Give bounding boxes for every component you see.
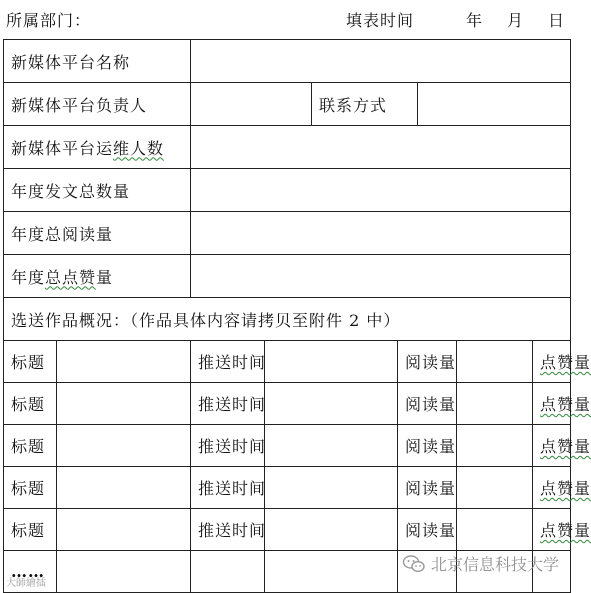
work-push-time-label: 推送时间 <box>191 509 265 551</box>
work-reads-field[interactable] <box>457 383 533 425</box>
year-label: 年 <box>466 11 484 30</box>
platform-name-label: 新媒体平台名称 <box>4 40 191 83</box>
department-label: 所属部门： <box>6 11 92 30</box>
work-row <box>4 383 571 425</box>
works-overview-label: 选送作品概况：（作品具体内容请拷贝至附件 2 中） <box>4 298 571 341</box>
work-push-time-field[interactable] <box>265 509 398 551</box>
work-title-label: 标题 <box>4 509 57 551</box>
work-title-field[interactable] <box>57 467 191 509</box>
work-title-label: 标题 <box>4 341 57 383</box>
platform-name-field[interactable] <box>191 40 571 83</box>
work-title-field[interactable] <box>57 509 191 551</box>
work-push-time-label: 推送时间 <box>191 341 265 383</box>
annual-likes-label-marked: 总点赞 <box>45 267 97 287</box>
ellipsis-empty-cell[interactable] <box>265 551 398 593</box>
work-likes-label <box>533 509 591 551</box>
ops-staff-field[interactable] <box>191 126 571 169</box>
contact-field[interactable] <box>418 83 571 126</box>
annual-reads-field[interactable] <box>191 212 571 255</box>
ops-staff-label <box>4 126 191 169</box>
contact-label: 联系方式 <box>312 83 418 126</box>
work-row <box>4 341 571 383</box>
work-reads-field[interactable] <box>457 341 533 383</box>
work-reads-field[interactable] <box>457 425 533 467</box>
work-reads-field[interactable] <box>457 467 533 509</box>
work-reads-label: 阅读量 <box>398 383 457 425</box>
platform-owner-field[interactable] <box>191 83 312 126</box>
work-reads-label: 阅读量 <box>398 509 457 551</box>
ellipsis-empty-cell[interactable] <box>57 551 191 593</box>
work-push-time-label: 推送时间 <box>191 467 265 509</box>
work-push-time-field[interactable] <box>265 341 398 383</box>
work-row <box>4 509 571 551</box>
work-likes-label <box>533 383 591 425</box>
annual-reads-row <box>4 212 571 255</box>
work-likes-label-text: 点赞量 <box>540 353 591 372</box>
annual-likes-field[interactable] <box>191 255 571 298</box>
work-push-time-field[interactable] <box>265 425 398 467</box>
ops-staff-label-prefix: 新媒体平台运 <box>11 138 114 158</box>
work-likes-label <box>533 425 591 467</box>
wechat-icon <box>403 555 425 573</box>
work-likes-label-text: 点赞量 <box>540 395 591 414</box>
work-likes-label-text: 点赞量 <box>540 521 591 540</box>
work-reads-field[interactable] <box>457 509 533 551</box>
annual-likes-row <box>4 255 571 298</box>
corner-watermark: 大師繪擂 <box>6 578 46 589</box>
work-reads-label: 阅读量 <box>398 425 457 467</box>
annual-posts-field[interactable] <box>191 169 571 212</box>
platform-name-row <box>4 40 571 83</box>
annual-likes-label <box>4 255 191 298</box>
day-label: 日 <box>548 11 566 30</box>
annual-posts-label: 年度发文总数量 <box>4 169 191 212</box>
ops-staff-label-marked: 维人数 <box>113 138 165 158</box>
ops-staff-row <box>4 126 571 169</box>
work-title-label: 标题 <box>4 383 57 425</box>
form-header <box>0 8 573 36</box>
watermark-text: 北京信息科技大学 <box>430 555 559 574</box>
work-reads-label: 阅读量 <box>398 467 457 509</box>
work-title-field[interactable] <box>57 383 191 425</box>
work-title-field[interactable] <box>57 425 191 467</box>
annual-likes-label-prefix: 年度 <box>11 267 46 287</box>
fill-time-label: 填表时间 <box>346 11 415 30</box>
annual-reads-label: 年度总阅读量 <box>4 212 191 255</box>
ellipsis-empty-cell[interactable] <box>191 551 265 593</box>
work-push-time-label: 推送时间 <box>191 383 265 425</box>
work-title-field[interactable] <box>57 341 191 383</box>
month-label: 月 <box>507 11 525 30</box>
annual-likes-label-suffix: 量 <box>96 267 114 287</box>
work-row <box>4 425 571 467</box>
work-likes-label <box>533 467 591 509</box>
work-likes-label-text: 点赞量 <box>540 479 591 498</box>
work-push-time-field[interactable] <box>265 467 398 509</box>
work-reads-label: 阅读量 <box>398 341 457 383</box>
annual-posts-row <box>4 169 571 212</box>
work-title-label: 标题 <box>4 425 57 467</box>
ellipsis-cell: …… <box>4 551 57 593</box>
platform-owner-row <box>4 83 571 126</box>
work-push-time-field[interactable] <box>265 383 398 425</box>
work-row <box>4 467 571 509</box>
work-likes-label <box>533 341 591 383</box>
platform-owner-label: 新媒体平台负责人 <box>4 83 191 126</box>
work-title-label: 标题 <box>4 467 57 509</box>
registration-form-table <box>3 39 591 593</box>
works-overview-row <box>4 298 571 341</box>
watermark <box>403 552 559 575</box>
work-push-time-label: 推送时间 <box>191 425 265 467</box>
work-likes-label-text: 点赞量 <box>540 437 591 456</box>
